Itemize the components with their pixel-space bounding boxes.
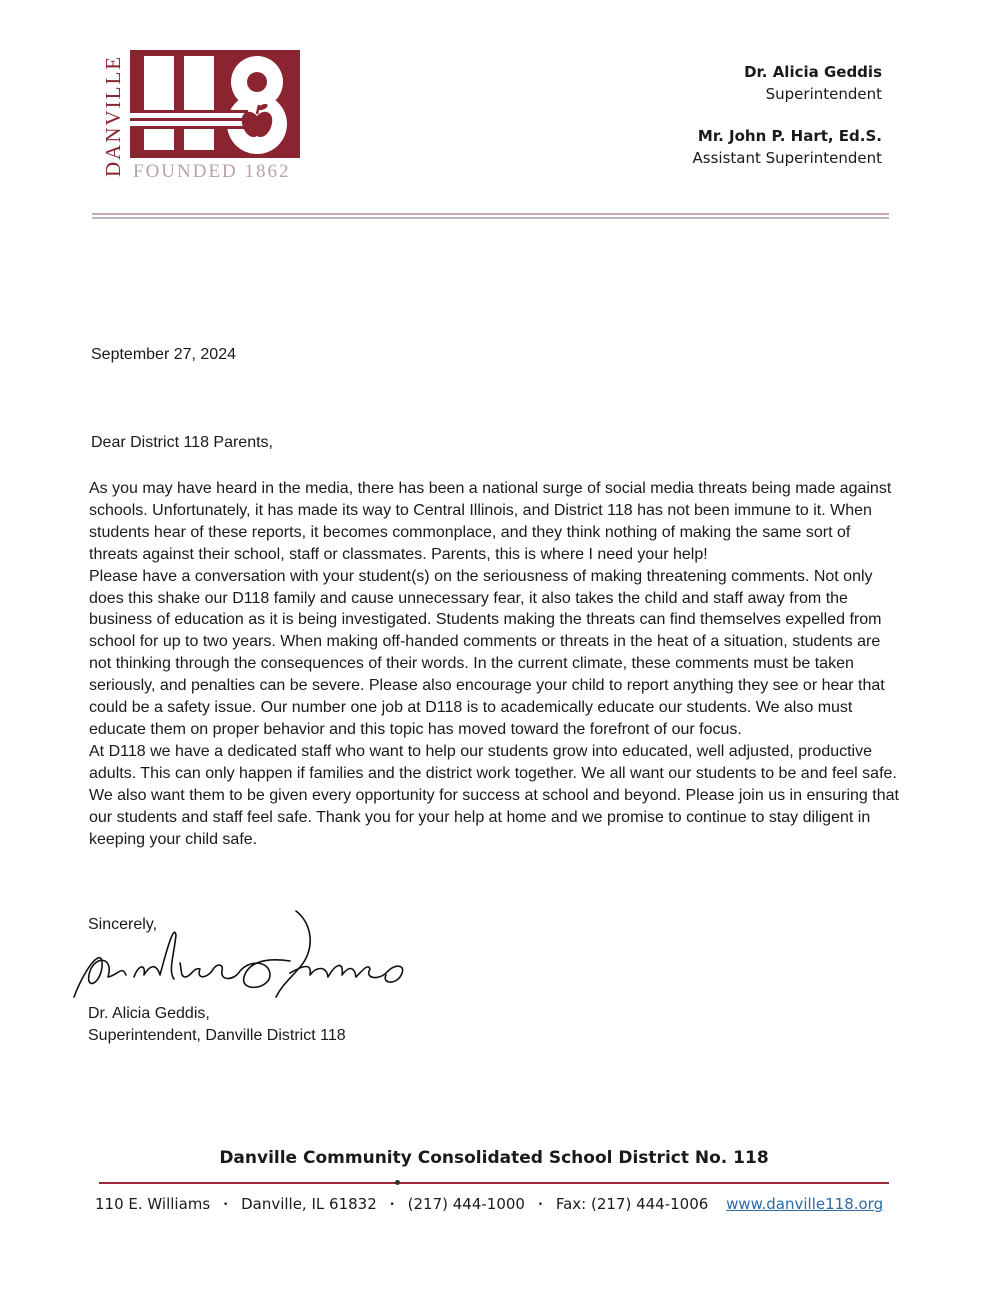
body-paragraph: As you may have heard in the media, there has been a national surge of social media threats being made against schools. Unfortunately, it has made its way to Central Illinois, and District 118 has not been immune to it. When students hear of these reports, it becomes commonplace, and they think nothing of making the same sort of threats against their school, staff or classmates. Parents, this is where I need your help!: [89, 480, 892, 563]
footer-org-name: Danville Community Consolidated School District No. 118: [219, 1148, 769, 1168]
signer-name: Dr. Alicia Geddis,: [88, 1005, 210, 1022]
separator-dot: •: [537, 1200, 544, 1210]
footer-city: Danville, IL 61832: [241, 1195, 377, 1213]
separator-dot: •: [222, 1200, 229, 1210]
apple-118-icon: [130, 50, 300, 158]
official-title: Superintendent: [765, 85, 882, 103]
separator-dot: •: [389, 1200, 395, 1210]
official-name: Dr. Alicia Geddis: [744, 63, 882, 81]
footer-fax: Fax: (217) 444-1006: [555, 1195, 709, 1213]
letter-closing: Sincerely,: [88, 916, 158, 933]
logo-mark: [130, 50, 300, 158]
official-title: Assistant Superintendent: [692, 149, 882, 167]
logo-digit-one-b: [184, 56, 214, 150]
header-divider: [92, 213, 889, 221]
logo-founded-text: FOUNDED 1862: [133, 161, 291, 182]
body-paragraph: At D118 we have a dedicated staff who want to help our students grow into educated, well adjusted, productive adults. This can only happen if families and the district work together. We all want our students to be and feel safe. We also want them to be given every opportunity for success at school and beyond. Please join us in ensuring that our students and staff feel safe. Thank you for your help at home and we promise to continue to stay diligent in keeping your child safe.: [89, 742, 899, 848]
letter-greeting: Dear District 118 Parents,: [91, 434, 273, 451]
footer-address: 110 E. Williams: [95, 1195, 211, 1213]
logo-digit-one-a: [144, 56, 174, 150]
handwritten-signature: [64, 905, 414, 1005]
footer-contact: [95, 1195, 883, 1213]
letter-date: September 27, 2024: [91, 346, 236, 363]
footer-phone: (217) 444-1000: [407, 1195, 525, 1213]
letterhead-officials: [693, 61, 882, 169]
website-link[interactable]: www.danville118.org: [726, 1195, 884, 1213]
logo-side-text: DANVILLE: [101, 54, 125, 178]
footer-divider: [99, 1182, 889, 1184]
district-logo: [100, 48, 310, 188]
official-name: Mr. John P. Hart, Ed.S.: [697, 127, 882, 145]
signer-block: [88, 1003, 346, 1047]
body-paragraph: Please have a conversation with your student(s) on the seriousness of making threatening comments. Not only does this shake our D118 family and cause unnecessary fear, it also takes the child and staff away from the business of education as it is being investigated. Students making the threats can find themselves expelled from school for up to two years. When making off-handed comments or threats in the heat of a situation, students are not thinking through the consequences of their words. In the current climate, these comments must be taken seriously, and penalties can be severe. Please also encourage your child to report anything they see or hear that could be a safety issue. Our number one job at D118 is to academically educate our students. We also must educate them on proper behavior and this topic has moved toward the forefront of our focus.: [89, 567, 885, 738]
letter-body: [89, 478, 901, 850]
signer-title: Superintendent, Danville District 118: [88, 1027, 346, 1044]
